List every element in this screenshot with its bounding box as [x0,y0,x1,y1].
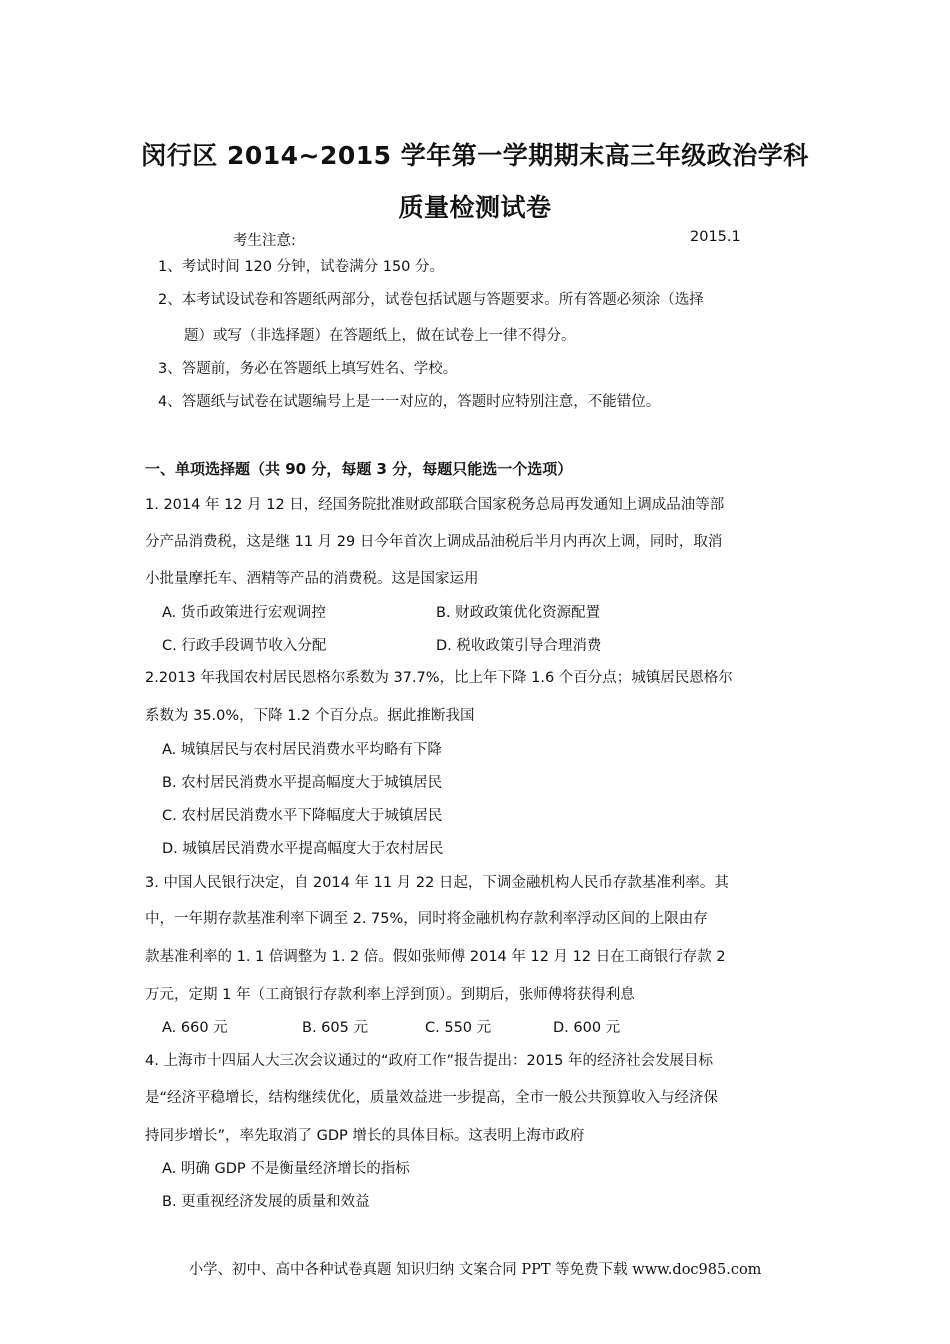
exam-date: 2015.1 [690,229,741,245]
q2-option-b: B. 农村居民消费水平提高幅度大于城镇居民 [162,775,443,791]
page-footer: 小学、初中、高中各种试卷真题 知识归纳 文案合同 PPT 等免费下载 www.doc985.com [188,1262,762,1278]
q4-stem-line3: 持同步增长”，率先取消了 GDP 增长的具体目标。这表明上海市政府 [145,1128,585,1144]
q3-stem-line2: 中，一年期存款基准利率下调至 2. 75%，同时将金融机构存款利率浮动区间的上限由存 [145,911,708,927]
q1-option-a: A. 货币政策进行宏观调控 [162,605,326,621]
q4-stem-line1: 4. 上海市十四届人大三次会议通过的“政府工作”报告提出：2015 年的经济社会发展目标 [145,1053,713,1069]
note-1: 1、考试时间 120 分钟，试卷满分 150 分。 [158,259,445,275]
q3-options [162,1016,620,1037]
q2-stem-line1: 2.2013 年我国农村居民恩格尔系数为 37.7%，比上年下降 1.6 个百分点；城镇居民恩格尔 [145,670,733,686]
q1-option-c: C. 行政手段调节收入分配 [162,638,327,654]
q3-stem-line3: 款基准利率的 1. 1 倍调整为 1. 2 倍。假如张师傅 2014 年 12 月 12 日在工商银行存款 2 [145,949,726,965]
note-2-line2: 题）或写（非选择题）在答题纸上，做在试卷上一律不得分。 [184,328,576,344]
q4-option-a: A. 明确 GDP 不是衡量经济增长的指标 [162,1161,410,1177]
notes-header: 考生注意: [233,233,296,249]
q1-option-d: D. 税收政策引导合理消费 [436,638,602,654]
q3-stem-line4: 万元，定期 1 年（工商银行存款利率上浮到顶）。到期后，张师傅将获得利息 [145,987,635,1003]
q2-option-c: C. 农村居民消费水平下降幅度大于城镇居民 [162,808,443,824]
q4-stem-line2: 是“经济平稳增长，结构继续优化，质量效益进一步提高，全市一般公共预算收入与经济保 [145,1090,719,1106]
q2-option-a: A. 城镇居民与农村居民消费水平均略有下降 [162,742,442,758]
q3-option-d: D. 600 元 [553,1020,621,1036]
q3-option-b: B. 605 元 [302,1020,368,1036]
q4-option-b: B. 更重视经济发展的质量和效益 [162,1194,370,1210]
q1-option-b: B. 财政政策优化资源配置 [436,605,601,621]
note-4: 4、答题纸与试卷在试题编号上是一一对应的，答题时应特别注意，不能错位。 [158,394,661,410]
exam-title-line1: 闵行区 2014~2015 学年第一学期期末高三年级政治学科 [141,141,809,170]
q1-stem-line2: 分产品消费税，这是继 11 月 29 日今年首次上调成品油税后半月内再次上调，同时，取消 [145,534,723,550]
q2-option-d: D. 城镇居民消费水平提高幅度大于农村居民 [162,841,444,857]
note-3: 3、答题前，务必在答题纸上填写姓名、学校。 [158,361,458,377]
q1-stem-line1: 1. 2014 年 12 月 12 日，经国务院批准财政部联合国家税务总局再发通知上调成品油等部 [145,497,725,513]
section-title: 一、单项选择题（共 90 分，每题 3 分，每题只能选一个选项） [145,460,573,478]
q2-stem-line2: 系数为 35.0%，下降 1.2 个百分点。据此推断我国 [145,708,475,724]
q3-option-a: A. 660 元 [162,1020,228,1036]
note-2-line1: 2、本考试设试卷和答题纸两部分，试卷包括试题与答题要求。所有答题必须涂（选择 [158,292,704,308]
q3-stem-line1: 3. 中国人民银行决定，自 2014 年 11 月 22 日起，下调金融机构人民币存款基准利率。其 [145,875,729,891]
q1-stem-line3: 小批量摩托车、酒精等产品的消费税。这是国家运用 [145,571,479,587]
q3-option-c: C. 550 元 [425,1020,492,1036]
exam-title-line2: 质量检测试卷 [398,193,552,222]
